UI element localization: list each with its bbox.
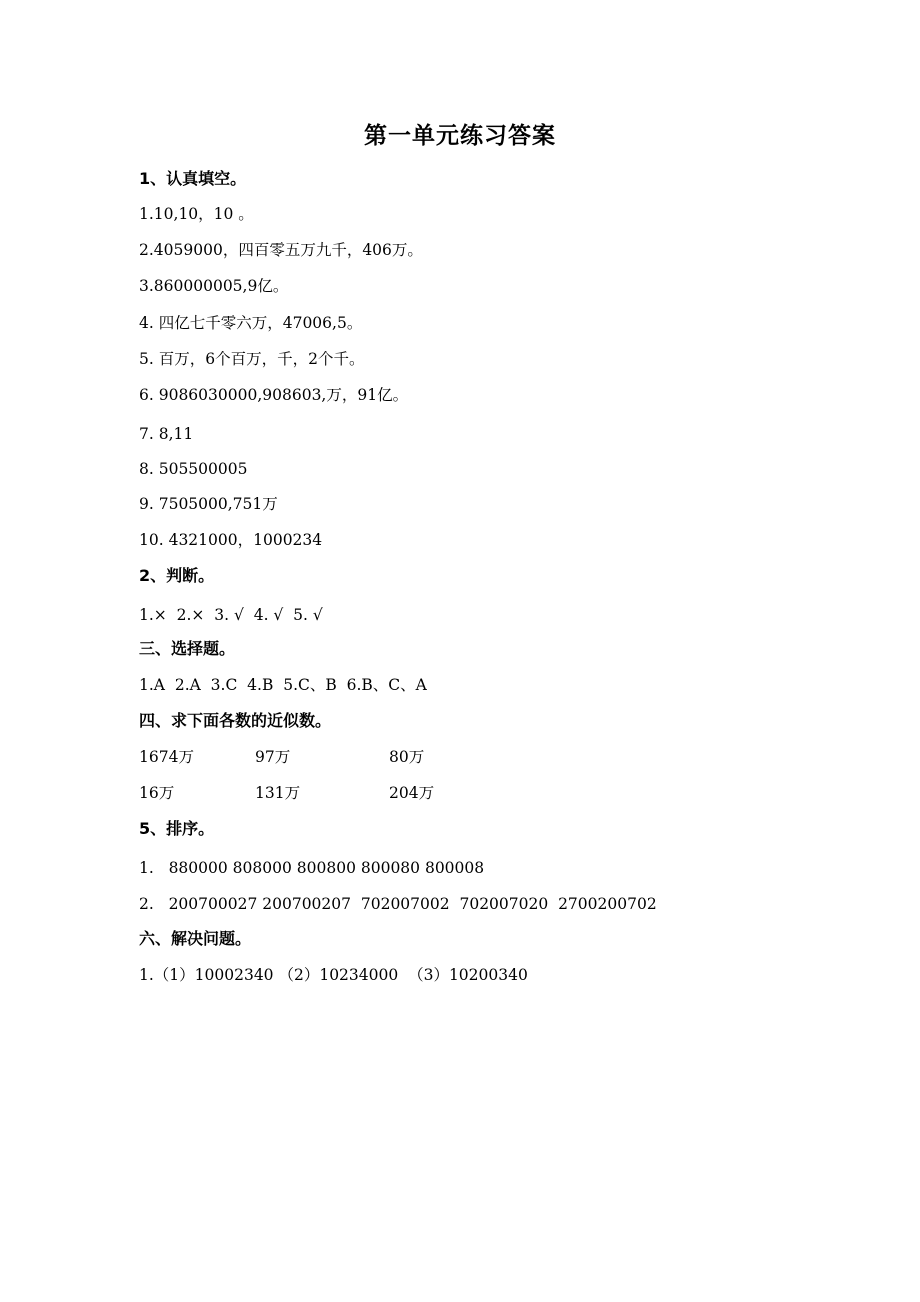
answer-line-1-8: 8. 505500005 (139, 460, 248, 478)
approx-cell: 1674万 (139, 748, 194, 766)
choice-answers: 1.A 2.A 3.C 4.B 5.C、B 6.B、C、A (139, 676, 427, 694)
section-1-heading: 1、认真填空。 (139, 169, 247, 188)
problem-answer-line-1: 1.（1）10002340 （2）10234000 （3）10200340 (139, 966, 528, 984)
answer-line-1-4: 4. 四亿七千零六万，47006,5。 (139, 314, 363, 332)
answer-line-1-1: 1.10,10，10 。 (139, 205, 254, 223)
approx-cell: 204万 (389, 784, 435, 802)
judgment-answers: 1.× 2.× 3. √ 4. √ 5. √ (139, 606, 323, 624)
section-5-heading: 5、排序。 (139, 819, 215, 838)
sort-line-2: 2. 200700027 200700207 702007002 702007020 2700200702 (139, 895, 657, 913)
approx-cell: 16万 (139, 784, 175, 802)
section-2-heading: 2、判断。 (139, 566, 215, 585)
answer-line-1-5: 5. 百万，6个百万，千，2个千。 (139, 350, 365, 368)
answer-line-1-2: 2.4059000，四百零五万九千，406万。 (139, 241, 423, 259)
section-4-heading: 四、求下面各数的近似数。 (139, 711, 332, 730)
answer-line-1-3: 3.860000005,9亿。 (139, 277, 289, 295)
approx-cell: 80万 (389, 748, 425, 766)
approx-cell: 97万 (255, 748, 291, 766)
section-6-heading: 六、解决问题。 (139, 929, 252, 948)
sort-line-1: 1. 880000 808000 800800 800080 800008 (139, 859, 485, 877)
answer-line-1-7: 7. 8,11 (139, 425, 194, 443)
section-3-heading: 三、选择题。 (139, 639, 236, 658)
answer-line-1-6: 6. 9086030000,908603,万，91亿。 (139, 386, 409, 404)
answer-line-1-10: 10. 4321000，1000234 (139, 531, 323, 549)
answer-line-1-9: 9. 7505000,751万 (139, 495, 278, 513)
approx-cell: 131万 (255, 784, 301, 802)
page-title: 第一单元练习答案 (364, 123, 556, 149)
